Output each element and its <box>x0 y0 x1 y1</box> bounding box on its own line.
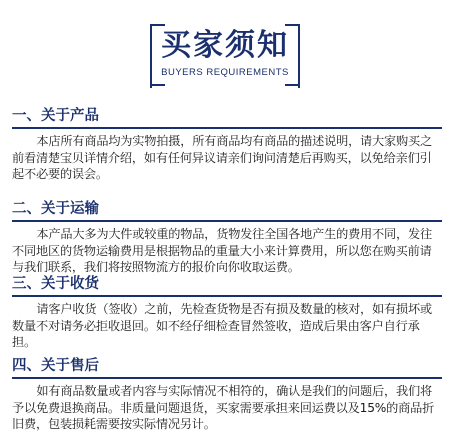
section-body: 如有商品数量或者内容与实际情况不相符的，确认是我们的问题后，我们将予以免费退换商品。非质量问题退货，买家需要承担来回运费以及15%的商品折旧费，包装损耗需要按实际情况另计。 <box>12 384 435 432</box>
section-title: 三、关于收货 <box>12 274 442 297</box>
section-title: 一、关于产品 <box>12 106 442 129</box>
section-title: 二、关于运输 <box>12 199 442 222</box>
page-title: 买家须知 <box>161 28 289 63</box>
section-body: 本产品大多为大件或较重的物品，货物发往全国各地产生的费用不同，发往不同地区的货物运输费用是根据物品的重量大小来计算费用，所以您在购买前请与我们联系，我们将按照物流方的报价向你收取运费。 <box>12 227 432 275</box>
section-divider <box>12 127 442 129</box>
section-shipping <box>12 199 442 276</box>
section-divider <box>12 220 442 222</box>
section-body: 请客户收货（签收）之前，先检查货物是否有损及数量的核对，如有损坏或数量不对请务必拒收退回。如不经仔细检查冒然签收，造成后果由客户自行承担。 <box>12 302 432 350</box>
page-subtitle: BUYERS REQUIREMENTS <box>161 67 289 78</box>
section-after-sales <box>12 356 442 433</box>
section-title: 四、关于售后 <box>12 356 442 379</box>
section-divider <box>12 295 442 297</box>
section-product <box>12 106 442 183</box>
section-body: 本店所有商品均为实物拍摄，所有商品均有商品的描述说明，请大家购买之前看清楚宝贝详情介绍，如有任何异议请亲们询问清楚后再购买，以免给亲们引起不必要的误会。 <box>12 134 432 182</box>
section-receiving <box>12 274 442 351</box>
page-header <box>0 0 450 92</box>
section-divider <box>12 377 442 379</box>
